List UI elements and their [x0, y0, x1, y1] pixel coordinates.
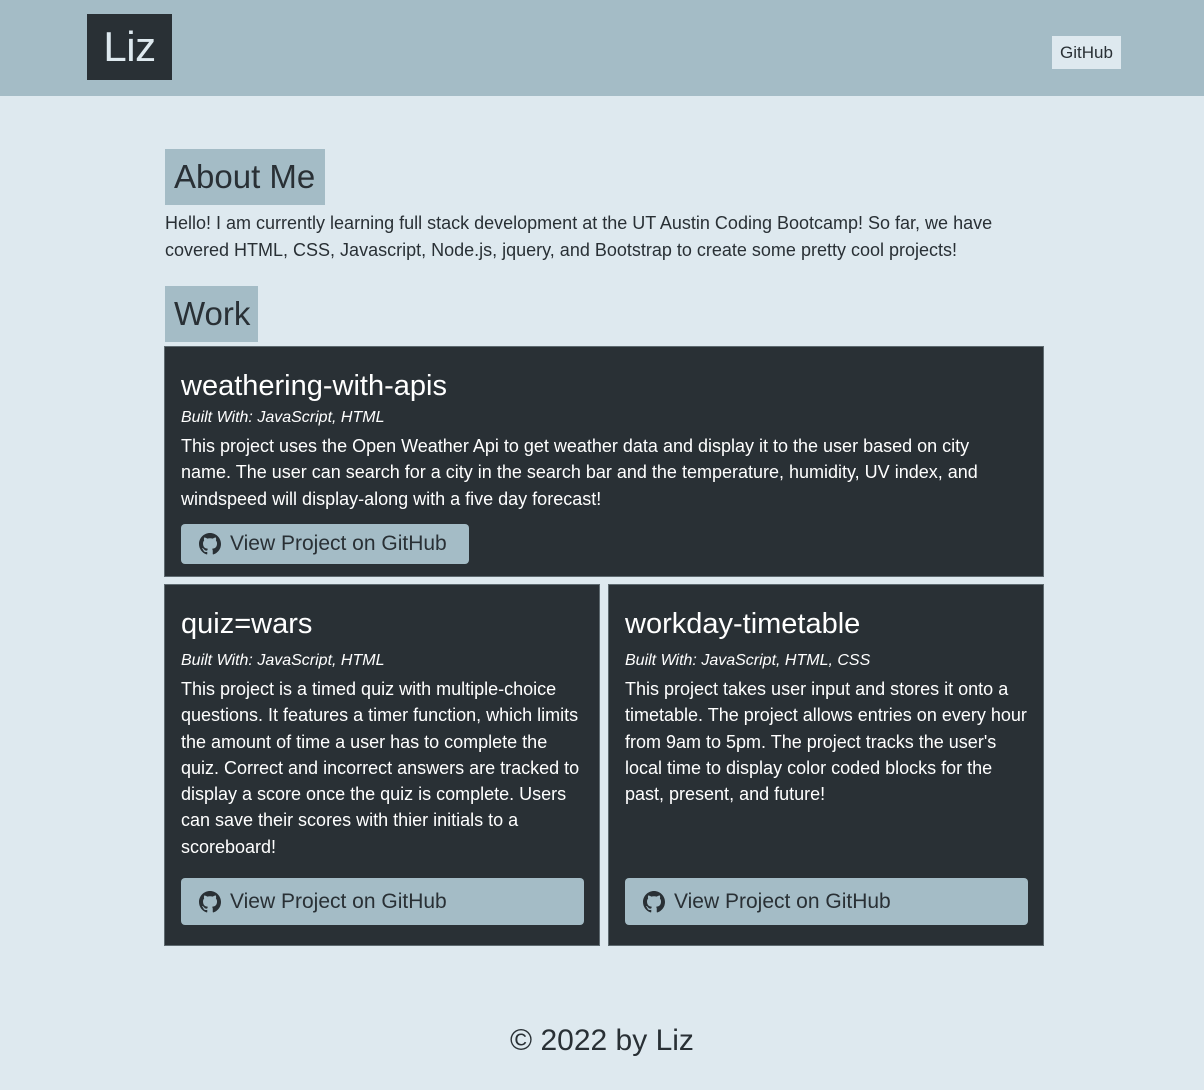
project-built-with: Built With: JavaScript, HTML: [181, 409, 385, 426]
view-project-button[interactable]: [181, 878, 584, 925]
project-built-with: Built With: JavaScript, HTML, CSS: [625, 652, 871, 669]
logo[interactable]: Liz: [87, 14, 172, 80]
about-heading: About Me: [165, 149, 325, 205]
view-project-label: View Project on GitHub: [230, 889, 447, 913]
about-text: Hello! I am currently learning full stack development at the UT Austin Coding Bootcamp! So far, we have covered HTML, CSS, Javascript, Node.js, jquery, and Bootstrap to create some pretty cool projects!: [165, 213, 993, 260]
nav-github-link[interactable]: GitHub: [1052, 36, 1121, 69]
github-icon: [199, 891, 221, 913]
project-built-with: Built With: JavaScript, HTML: [181, 652, 385, 669]
view-project-button[interactable]: [625, 878, 1028, 925]
footer-copyright: © 2022 by Liz: [510, 1024, 694, 1057]
github-icon: [643, 891, 665, 913]
view-project-button[interactable]: [181, 524, 469, 564]
view-project-label: View Project on GitHub: [230, 532, 447, 555]
project-description: This project is a timed quiz with multiple-choice questions. It features a timer function, which limits the amount of time a user has to complete the quiz. Correct and incorrect answers are tracked to display a score once the quiz is complete. Users can save their scores with thier initials to a scoreboard!: [181, 679, 580, 857]
project-title: weathering-with-apis: [181, 370, 447, 402]
project-card-quiz: [164, 584, 600, 946]
project-description: This project takes user input and stores it onto a timetable. The project allows entries on every hour from 9am to 5pm. The project tracks the user's local time to display color coded blocks for the past, present, and future!: [625, 679, 1027, 805]
project-title: workday-timetable: [625, 608, 861, 640]
work-heading: Work: [165, 286, 258, 342]
project-card-workday: [608, 584, 1044, 946]
project-title: quiz=wars: [181, 608, 313, 640]
github-icon: [199, 533, 221, 555]
navbar: [0, 0, 1204, 96]
project-card-weathering: [164, 346, 1044, 577]
project-description: This project uses the Open Weather Api to get weather data and display it to the user based on city name. The user can search for a city in the search bar and the temperature, humidity, UV index, and windspeed will display-along with a five day forecast!: [181, 436, 978, 509]
view-project-label: View Project on GitHub: [674, 889, 891, 913]
